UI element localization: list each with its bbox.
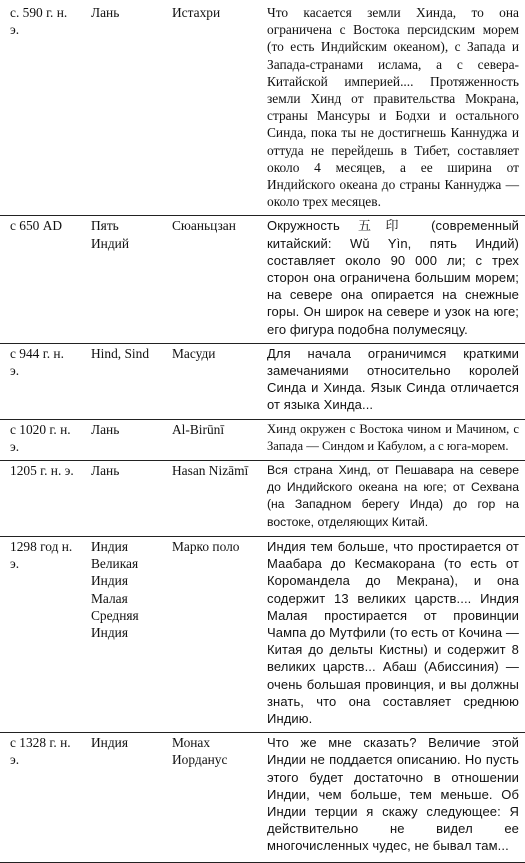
source-cell: Сюаньцзан (172, 218, 236, 234)
date-cell: с 1328 г. н. э. (10, 735, 71, 768)
quote-cell: Для начала ограничимся краткими замечаниями относительно королей Синда и Хинда. Язык Синда отличается от языка Хинда... (267, 345, 519, 413)
table-row (0, 216, 525, 343)
table-row (0, 733, 525, 862)
term-cell: Лань (91, 421, 120, 437)
table-row (0, 536, 525, 732)
source-cell: Истахри (172, 5, 221, 20)
table-row (0, 0, 525, 216)
source-cell: Монах Иорданус (172, 735, 228, 768)
quote-cell: Вся страна Хинд, от Пешавара на севере до Индийского океана на юге; от Сехвана (на Западном берегу Инда) до гор на востоке, отделяющих Китай. (267, 463, 519, 529)
table-row (0, 461, 525, 537)
date-cell: с 1020 г. н. э. (10, 421, 71, 454)
term-cell: Hind, Sind (91, 345, 150, 361)
quote-cell: Что же мне сказать? Величие этой Индии не поддается описанию. Но пусть этого будет достаточно в отношении Индии, чем больше, тем меньше. Об Индии терции я скажу следующее: Я действительно не видел ее многочисленных чудес, не бывал там... (267, 735, 519, 854)
date-cell: 1205 г. н. э. (10, 463, 74, 479)
source-cell: Al-Birūnī (172, 421, 225, 437)
table-row (0, 419, 525, 460)
source-cell: Масуди (172, 345, 216, 361)
date-cell: с. 590 г. н. э. (10, 5, 68, 38)
date-cell: 1298 год н. э. (10, 538, 73, 572)
term-cell: Лань (91, 5, 120, 20)
quote-cell: Что касается земли Хинда, то она ограничена с Востока персидским морем (то есть Индийским океаном), с Запада и Запада-странами ислама, а с севера-Китайской империей.... Протяженность земли Хинд от правительства Мокрана, страны Мансуры и Бодхи и остального Синда, пока ты не достигнешь Каннуджа и оттуда не перейдешь в Тибет, составляет около 4 месяцев, а ее ширина от Индийского океана до страны Каннуджа — около трех месяцев. (267, 5, 519, 210)
term-cell: Индия Великая Индия Малая Средняя Индия (91, 538, 139, 640)
table-row (0, 343, 525, 419)
date-cell: с 650 AD (10, 218, 63, 234)
source-cell: Hasan Nizāmī (172, 463, 249, 479)
term-cell: Пять Индий (91, 218, 129, 251)
date-cell: с 944 г. н. э. (10, 345, 64, 379)
term-cell: Лань (91, 463, 120, 479)
term-cell: Индия (91, 735, 128, 751)
source-cell: Марко поло (172, 538, 240, 554)
quote-cell: Хинд окружен с Востока чином и Мачином, с Запада — Синдом и Кабулом, а с юга-морем. (267, 421, 519, 453)
quote-cell: Индия тем больше, что простирается от Маабара до Кесмакорана (то есть от Коромандела до Мекрана), и она содержит 13 великих царств.... Индия Малая простирается от провинции Чампа до Мутфили (то есть от Кочина — Китая до дельты Кистны) и содержит 8 великих царств... Абаш (Абиссиния) — очень большая провинция, и вы должны знать, что она составляет среднюю Индию. (267, 538, 519, 726)
quote-cell: Окружность 五印 (современный китайский: Wǔ Yìn, пять Индий) составляет около 90 000 ли; с трех сторон она ограничена большим морем; на севере она опирается на снежные горы. Он широк на севере и узок на юге; его фигура подобна полумесяцу. (267, 218, 519, 337)
